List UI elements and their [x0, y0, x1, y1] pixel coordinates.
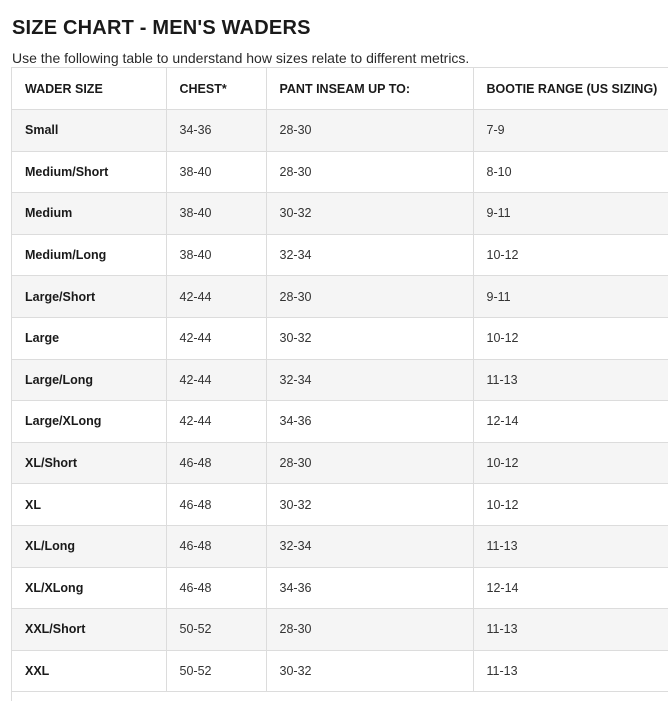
cell-bootie-range: 11-13: [473, 359, 668, 401]
page-title: SIZE CHART - MEN'S WADERS: [12, 17, 311, 40]
table-row: [12, 525, 668, 567]
cell-pant-inseam: 28-30: [266, 276, 473, 318]
cell-pant-inseam: 28-30: [266, 110, 473, 152]
size-chart-table-container: [11, 67, 668, 701]
cell-bootie-range: 12-14: [473, 567, 668, 609]
cell-pant-inseam: 34-36: [266, 401, 473, 443]
cell-chest: 50-52: [166, 650, 266, 692]
cell-wader-size: Medium/Long: [12, 234, 166, 276]
cell-wader-size: XL: [12, 484, 166, 526]
cell-pant-inseam: 30-32: [266, 484, 473, 526]
cell-wader-size: Large/Long: [12, 359, 166, 401]
cell-chest: 46-48: [166, 484, 266, 526]
table-row: [12, 567, 668, 609]
cell-wader-size: XL/Long: [12, 525, 166, 567]
cell-chest: 38-40: [166, 151, 266, 193]
table-row: [12, 609, 668, 651]
cell-pant-inseam: 30-32: [266, 317, 473, 359]
table-body: [12, 110, 668, 692]
cell-wader-size: Large: [12, 317, 166, 359]
cell-wader-size: XXL/Short: [12, 609, 166, 651]
header-chest: CHEST*: [166, 68, 266, 110]
cell-wader-size: Large/Short: [12, 276, 166, 318]
table-row: [12, 276, 668, 318]
table-row: [12, 317, 668, 359]
cell-bootie-range: 7-9: [473, 110, 668, 152]
cell-chest: 46-48: [166, 442, 266, 484]
table-row: [12, 359, 668, 401]
cell-bootie-range: 11-13: [473, 609, 668, 651]
table-row: [12, 484, 668, 526]
cell-wader-size: Medium: [12, 193, 166, 235]
cell-pant-inseam: 32-34: [266, 525, 473, 567]
cell-bootie-range: 9-11: [473, 276, 668, 318]
cell-bootie-range: 10-12: [473, 317, 668, 359]
table-row: [12, 650, 668, 692]
cell-bootie-range: 8-10: [473, 151, 668, 193]
table-header-row: [12, 68, 668, 110]
cell-chest: 34-36: [166, 110, 266, 152]
header-pant-inseam: PANT INSEAM UP TO:: [266, 68, 473, 110]
cell-pant-inseam: 32-34: [266, 234, 473, 276]
table-row: [12, 401, 668, 443]
cell-pant-inseam: 28-30: [266, 609, 473, 651]
table-row: [12, 442, 668, 484]
cell-chest: 42-44: [166, 276, 266, 318]
size-chart-table: [12, 68, 668, 692]
cell-chest: 42-44: [166, 317, 266, 359]
cell-bootie-range: 10-12: [473, 442, 668, 484]
table-row: [12, 234, 668, 276]
cell-bootie-range: 11-13: [473, 525, 668, 567]
cell-pant-inseam: 28-30: [266, 442, 473, 484]
cell-pant-inseam: 34-36: [266, 567, 473, 609]
cell-chest: 38-40: [166, 193, 266, 235]
header-bootie-range: BOOTIE RANGE (US SIZING): [473, 68, 668, 110]
cell-pant-inseam: 30-32: [266, 193, 473, 235]
cell-wader-size: XXL: [12, 650, 166, 692]
cell-chest: 46-48: [166, 525, 266, 567]
cell-bootie-range: 10-12: [473, 484, 668, 526]
cell-chest: 50-52: [166, 609, 266, 651]
table-row: [12, 110, 668, 152]
cell-chest: 38-40: [166, 234, 266, 276]
cell-pant-inseam: 30-32: [266, 650, 473, 692]
page-subtitle: Use the following table to understand how sizes relate to different metrics.: [12, 50, 470, 66]
cell-pant-inseam: 32-34: [266, 359, 473, 401]
cell-bootie-range: 10-12: [473, 234, 668, 276]
cell-pant-inseam: 28-30: [266, 151, 473, 193]
cell-wader-size: XL/XLong: [12, 567, 166, 609]
cell-chest: 42-44: [166, 359, 266, 401]
cell-wader-size: Large/XLong: [12, 401, 166, 443]
table-row: [12, 193, 668, 235]
cell-chest: 42-44: [166, 401, 266, 443]
cell-chest: 46-48: [166, 567, 266, 609]
cell-bootie-range: 11-13: [473, 650, 668, 692]
cell-wader-size: Small: [12, 110, 166, 152]
cell-bootie-range: 12-14: [473, 401, 668, 443]
cell-bootie-range: 9-11: [473, 193, 668, 235]
cell-wader-size: XL/Short: [12, 442, 166, 484]
table-row: [12, 151, 668, 193]
cell-wader-size: Medium/Short: [12, 151, 166, 193]
header-wader-size: WADER SIZE: [12, 68, 166, 110]
